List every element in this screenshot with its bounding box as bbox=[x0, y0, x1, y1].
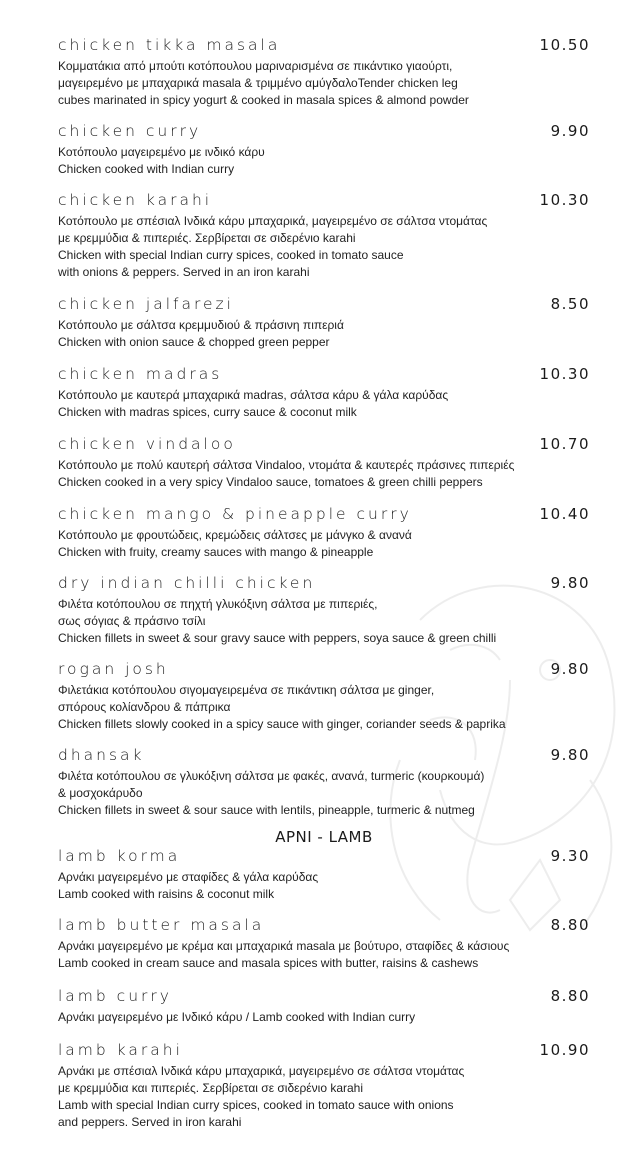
menu-item-name: lamb butter masala bbox=[58, 916, 265, 934]
menu-item-name: chicken madras bbox=[58, 365, 223, 383]
lamb-section-title: ΑΡΝΙ - LAMB bbox=[275, 828, 373, 846]
menu-item-price: 10.40 bbox=[539, 505, 590, 523]
menu-item-price: 9.80 bbox=[550, 746, 590, 764]
menu-item-description-line: Chicken with special Indian curry spices, cooked in tomato sauce bbox=[58, 248, 404, 262]
menu-item-header bbox=[58, 847, 590, 869]
menu-item-description-line: cubes marinated in spicy yogurt & cooked in masala spices & almond powder bbox=[58, 93, 469, 107]
menu-item-description-line: Κοτόπουλο με σάλτσα κρεμμυδιού & πράσινη πιπεριά bbox=[58, 318, 344, 332]
menu-item-header bbox=[58, 435, 590, 457]
menu-item bbox=[58, 295, 590, 351]
menu-item-name: lamb curry bbox=[58, 987, 172, 1005]
menu-item-name: chicken curry bbox=[58, 122, 202, 140]
menu-item-description-line: Αρνάκι με σπέσιαλ Ινδικά κάρυ μπαχαρικά, μαγειρεμένο σε σάλτσα ντομάτας bbox=[58, 1064, 465, 1078]
menu-item-description-line: με κρεμμύδια & πιπεριές. Σερβίρεται σε σιδερένιο karahi bbox=[58, 231, 356, 245]
menu-item-description-line: Κοτόπουλο με καυτερά μπαχαρικά madras, σάλτσα κάρυ & γάλα καρύδας bbox=[58, 388, 449, 402]
menu-item-header bbox=[58, 122, 590, 144]
menu-item-price: 8.50 bbox=[550, 295, 590, 313]
menu-item-description-line: Lamb with special Indian curry spices, cooked in tomato sauce with onions bbox=[58, 1098, 454, 1112]
menu-item-description-line: Chicken fillets slowly cooked in a spicy sauce with ginger, coriander seeds & paprika bbox=[58, 717, 506, 731]
menu-item-price: 10.30 bbox=[539, 365, 590, 383]
menu-item-price: 9.80 bbox=[550, 660, 590, 678]
menu-item-header bbox=[58, 295, 590, 317]
menu-item-name: lamb karahi bbox=[58, 1041, 183, 1059]
menu-item-price: 8.80 bbox=[550, 916, 590, 934]
menu-item-description-line: Lamb cooked in cream sauce and masala spices with butter, raisins & cashews bbox=[58, 956, 479, 970]
menu-item-name: chicken jalfarezi bbox=[58, 295, 234, 313]
menu-item-description-line: Chicken with fruity, creamy sauces with mango & pineapple bbox=[58, 545, 374, 559]
menu-item-price: 10.30 bbox=[539, 191, 590, 209]
menu-item-description-line: Αρνάκι μαγειρεμένο με κρέμα και μπαχαρικά masala με βούτυρο, σταφίδες & κάσιους bbox=[58, 939, 510, 953]
menu-item bbox=[58, 847, 590, 903]
menu-item bbox=[58, 1041, 590, 1131]
menu-page bbox=[58, 36, 590, 1131]
menu-item-header bbox=[58, 505, 590, 527]
menu-item-price: 10.70 bbox=[539, 435, 590, 453]
menu-item-price: 8.80 bbox=[550, 987, 590, 1005]
menu-item-description-line: με κρεμμύδια και πιπεριές. Σερβίρεται σε σιδερένιο karahi bbox=[58, 1081, 364, 1095]
menu-item bbox=[58, 505, 590, 561]
menu-item bbox=[58, 574, 590, 647]
menu-item-price: 9.90 bbox=[550, 122, 590, 140]
menu-item-name: rogan josh bbox=[58, 660, 169, 678]
menu-item bbox=[58, 746, 590, 819]
menu-item-price: 9.30 bbox=[550, 847, 590, 865]
menu-item-description-line: Φιλέτα κοτόπουλου σε πηχτή γλυκόξινη σάλτσα με πιπεριές, bbox=[58, 597, 378, 611]
menu-item-header bbox=[58, 191, 590, 213]
menu-item-header bbox=[58, 987, 590, 1009]
menu-item-header bbox=[58, 365, 590, 387]
menu-item-description-line: Φιλετάκια κοτόπουλου σιγομαγειρεμένα σε πικάντικη σάλτσα με ginger, bbox=[58, 683, 435, 697]
menu-item-price: 10.90 bbox=[539, 1041, 590, 1059]
menu-item-description-line: Κοτόπουλο μαγειρεμένο με ινδικό κάρυ bbox=[58, 145, 265, 159]
menu-item-description-line: μαγειρεμένο με μπαχαρικά masala & τριμμένο αμύγδαλοTender chicken leg bbox=[58, 76, 458, 90]
menu-item-description-line: Αρνάκι μαγειρεμένο με Ινδικό κάρυ / Lamb cooked with Indian curry bbox=[58, 1010, 416, 1024]
menu-item-description-line: Φιλέτα κοτόπουλου σε γλυκόξινη σάλτσα με φακές, ανανά, turmeric (κουρκουμά) bbox=[58, 769, 485, 783]
menu-item-description-line: & μοσχοκάρυδο bbox=[58, 786, 143, 800]
menu-item-price: 10.50 bbox=[539, 36, 590, 54]
menu-item bbox=[58, 916, 590, 972]
menu-item-name: chicken vindaloo bbox=[58, 435, 236, 453]
menu-item-header bbox=[58, 660, 590, 682]
menu-item-name: chicken karahi bbox=[58, 191, 213, 209]
menu-item-description-line: Chicken fillets in sweet & sour gravy sauce with peppers, soya sauce & green chilli bbox=[58, 631, 497, 645]
menu-item-name: dhansak bbox=[58, 746, 145, 764]
menu-item-description-line: and peppers. Served in iron karahi bbox=[58, 1115, 242, 1129]
lamb-menu-list bbox=[58, 847, 590, 1131]
menu-item-description-line: σως σόγιας & πράσινο τσίλι bbox=[58, 614, 206, 628]
menu-item-description-line: Chicken with madras spices, curry sauce & coconut milk bbox=[58, 405, 357, 419]
menu-item-description-line: Lamb cooked with raisins & coconut milk bbox=[58, 887, 275, 901]
menu-item-header bbox=[58, 746, 590, 768]
menu-item-description-line: Αρνάκι μαγειρεμένο με σταφίδες & γάλα καρύδας bbox=[58, 870, 319, 884]
menu-item-description-line: Chicken cooked with Indian curry bbox=[58, 162, 235, 176]
menu-item bbox=[58, 191, 590, 281]
menu-item bbox=[58, 435, 590, 491]
menu-item bbox=[58, 365, 590, 421]
menu-item-description-line: Κοτόπουλο με πολύ καυτερή σάλτσα Vindaloo, ντομάτα & καυτερές πράσινες πιπεριές bbox=[58, 458, 515, 472]
menu-item-description-line: Chicken fillets in sweet & sour sauce with lentils, pineapple, turmeric & nutmeg bbox=[58, 803, 475, 817]
menu-item-description-line: σπόρους κολίανδρου & πάπρικα bbox=[58, 700, 231, 714]
menu-item-header bbox=[58, 916, 590, 938]
menu-item-description-line: Κοτόπουλο με σπέσιαλ Ινδικά κάρυ μπαχαρικά, μαγειρεμένο σε σάλτσα ντομάτας bbox=[58, 214, 488, 228]
menu-item-name: chicken mango & pineapple curry bbox=[58, 505, 412, 523]
menu-item bbox=[58, 122, 590, 178]
menu-item-price: 9.80 bbox=[550, 574, 590, 592]
menu-item-description-line: with onions & peppers. Served in an iron karahi bbox=[58, 265, 310, 279]
menu-item-description-line: Chicken with onion sauce & chopped green pepper bbox=[58, 335, 330, 349]
menu-item bbox=[58, 660, 590, 733]
menu-item-header bbox=[58, 574, 590, 596]
chicken-menu-list bbox=[58, 36, 590, 819]
menu-item-name: lamb korma bbox=[58, 847, 181, 865]
menu-item bbox=[58, 987, 590, 1026]
menu-item-description-line: Κοτόπουλο με φρουτώδεις, κρεμώδεις σάλτσες με μάνγκο & ανανά bbox=[58, 528, 412, 542]
menu-item-name: chicken tikka masala bbox=[58, 36, 281, 54]
menu-item-description-line: Κομματάκια από μπούτι κοτόπουλου μαριναρισμένα σε πικάντικο γιαούρτι, bbox=[58, 59, 453, 73]
menu-item-header bbox=[58, 1041, 590, 1063]
menu-item-description-line: Chicken cooked in a very spicy Vindaloo sauce, tomatoes & green chilli peppers bbox=[58, 475, 483, 489]
menu-item bbox=[58, 36, 590, 109]
menu-item-header bbox=[58, 36, 590, 58]
menu-item-name: dry indian chilli chicken bbox=[58, 574, 316, 592]
